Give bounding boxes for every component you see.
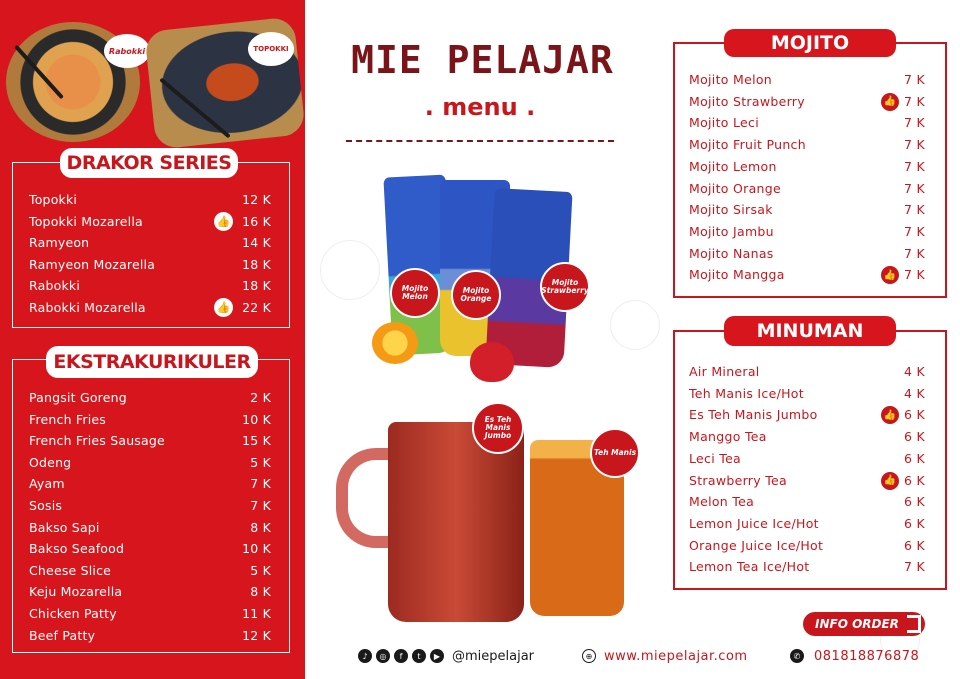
topokki-photo-label: TOPOKKI [248,32,294,66]
menu-item-price: 6 K [903,472,925,488]
menu-item-name: Strawberry Tea [689,472,787,488]
menu-item-name: Topokki [29,192,78,207]
menu-item-name: Ramyeon Mozarella [29,256,156,272]
ekstrakurikuler-box [12,359,290,653]
menu-item-price: 6 K [903,537,925,553]
menu-item-name: Beef Patty [29,627,96,643]
menu-item [13,410,289,430]
es-teh-manis-jumbo-badge: Es Teh Manis Jumbo [472,402,524,454]
menu-item-name: Melon Tea [689,494,755,510]
menu-item [675,222,945,242]
menu-item-price: 7 K [903,223,925,239]
menu-item-price: 7 K [903,267,925,283]
orange-fruit [372,322,418,364]
menu-item-price: 14 K [242,235,271,251]
menu-item-price: 7 K [903,72,925,87]
menu-item-price: 7 K [903,180,925,196]
menu-item-name: Pangsit Goreng [29,390,127,405]
youtube-icon[interactable]: ▶ [430,649,444,663]
menu-item-name: Topokki Mozarella [29,213,143,229]
menu-subtitle: . menu . [424,93,536,121]
menu-item-name: Orange Juice Ice/Hot [689,537,824,553]
menu-item-price: 11 K [242,606,271,621]
menu-item [675,157,945,177]
globe-icon: ⊕ [582,649,596,663]
menu-item-price: 4 K [903,364,925,379]
menu-item-name: Manggo Tea [689,429,767,445]
menu-item-price: 8 K [250,519,271,535]
menu-item [13,453,289,473]
menu-item [675,92,945,112]
menu-item-name: Mojito Sirsak [689,202,773,218]
facebook-icon[interactable]: f [394,649,408,663]
thumbs-up-icon: 👍 [881,266,899,284]
brand-title: MIE PELAJAR [351,38,614,82]
menu-item-price: 5 K [250,562,271,578]
menu-item [675,557,945,577]
menu-item-name: Keju Mozarella [29,584,123,600]
background-doodle [320,240,380,300]
menu-item [13,255,289,275]
menu-item [13,539,289,559]
left-panel [0,0,305,679]
drakor-series-title: DRAKOR SERIES [60,148,238,178]
menu-item [675,70,945,90]
background-doodle [610,300,660,350]
menu-item [675,449,945,469]
menu-item-name: Lemon Tea Ice/Hot [689,559,810,575]
info-order-label: INFO ORDER [815,617,899,631]
menu-item-name: French Fries Sausage [29,433,165,449]
menu-item [675,471,945,491]
menu-item-price: 12 K [242,627,271,643]
menu-item [675,384,945,404]
menu-item-price: 7 K [903,137,925,153]
menu-item [13,474,289,494]
info-order-badge [803,612,925,636]
menu-item-name: Odeng [29,454,72,470]
menu-item-name: French Fries [29,411,107,427]
menu-item [675,244,945,264]
menu-item-name: Sosis [29,498,63,513]
minuman-title: MINUMAN [724,316,896,346]
menu-item-price: 10 K [242,541,271,557]
menu-item [675,200,945,220]
menu-item [13,561,289,581]
menu-item [675,179,945,199]
menu-item-price: 10 K [242,411,271,427]
phone-footer [790,646,919,666]
social-handle[interactable]: @miepelajar [452,648,535,664]
strawberry-fruit [470,342,514,382]
menu-item-price: 6 K [903,429,925,445]
mojito-melon-badge: Mojito Melon [390,268,440,318]
menu-item-price: 5 K [250,454,271,470]
menu-item-price: 4 K [903,385,925,401]
menu-item-price: 18 K [242,278,271,294]
thumbs-up-icon: 👍 [881,406,899,424]
menu-item-price: 7 K [903,245,925,261]
menu-item [13,626,289,646]
menu-item [13,582,289,602]
menu-item [13,431,289,451]
menu-item-name: Mojito Strawberry [689,93,805,109]
mojito-box [673,42,947,298]
menu-item-price: 7 K [250,476,271,492]
menu-item-name: Es Teh Manis Jumbo [689,407,818,423]
menu-item [13,298,289,318]
menu-item-name: Mojito Mangga [689,267,785,283]
arrow-icon [907,615,921,633]
menu-item-name: Chicken Patty [29,606,117,621]
menu-item-price: 6 K [903,450,925,466]
rabokki-photo-label: Rabokki [104,34,150,68]
menu-item [13,276,289,296]
menu-item-price: 2 K [250,390,271,405]
menu-item-name: Ramyeon [29,235,90,251]
thumbs-up-icon: 👍 [214,212,233,231]
menu-item [675,405,945,425]
menu-item-price: 7 K [903,115,925,131]
menu-item-name: Cheese Slice [29,562,112,578]
website-footer [582,646,748,666]
menu-item-price: 22 K [242,300,271,315]
menu-item-name: Mojito Melon [689,72,773,87]
menu-item [675,362,945,382]
whatsapp-icon: ✆ [790,649,804,663]
thumbs-up-icon: 👍 [214,298,233,317]
menu-item-name: Mojito Lemon [689,158,777,174]
menu-item-price: 16 K [242,213,271,229]
instagram-icon[interactable]: ◎ [376,649,390,663]
menu-item [675,265,945,285]
menu-item [675,113,945,133]
menu-item-price: 7 K [903,202,925,218]
menu-item-price: 7 K [903,158,925,174]
tiktok-icon[interactable]: ♪ [358,649,372,663]
divider [346,140,614,142]
twitter-icon[interactable]: t [412,649,426,663]
menu-item [13,212,289,232]
menu-item-name: Rabokki [29,278,81,294]
menu-item-name: Ayam [29,476,65,492]
menu-item [13,518,289,538]
thumbs-up-icon: 👍 [881,472,899,490]
menu-item-name: Bakso Sapi [29,519,100,535]
menu-item-name: Air Mineral [689,364,760,379]
menu-item-price: 6 K [903,407,925,423]
menu-item-price: 6 K [903,515,925,531]
menu-item [675,135,945,155]
menu-item-name: Mojito Leci [689,115,759,131]
menu-item [675,492,945,512]
menu-item [13,190,289,210]
menu-item [13,388,289,408]
minuman-box [673,330,947,590]
menu-item-name: Teh Manis Ice/Hot [689,385,804,401]
mojito-strawberry-badge: Mojito Strawberry [540,262,590,312]
menu-item-name: Mojito Jambu [689,223,774,239]
teh-manis-badge: Teh Manis [590,428,640,478]
menu-item-name: Mojito Orange [689,180,781,196]
ekstrakurikuler-title: EKSTRAKURIKULER [46,346,258,378]
thumbs-up-icon: 👍 [881,93,899,111]
menu-item-name: Mojito Nanas [689,245,774,261]
menu-item-price: 18 K [242,256,271,272]
menu-item-name: Lemon Juice Ice/Hot [689,515,819,531]
menu-item-name: Rabokki Mozarella [29,300,146,315]
drakor-series-box [12,162,290,328]
phone-number[interactable]: 081818876878 [814,648,920,664]
menu-item-price: 7 K [250,498,271,513]
menu-item [675,536,945,556]
menu-item-price: 6 K [903,494,925,510]
menu-item [675,427,945,447]
menu-item-price: 7 K [903,559,925,575]
menu-item [13,233,289,253]
menu-item [13,496,289,516]
website-link[interactable]: www.miepelajar.com [604,648,748,664]
menu-item-name: Leci Tea [689,450,742,466]
menu-item [675,514,945,534]
menu-item-price: 15 K [242,433,271,449]
mojito-orange-badge: Mojito Orange [451,270,501,320]
mojito-title: MOJITO [724,29,896,57]
menu-item-name: Mojito Fruit Punch [689,137,806,153]
menu-item-name: Bakso Seafood [29,541,125,557]
menu-item-price: 7 K [903,93,925,109]
menu-item [13,604,289,624]
social-footer [358,646,534,666]
menu-item-price: 12 K [242,192,271,207]
menu-item-price: 8 K [250,584,271,600]
